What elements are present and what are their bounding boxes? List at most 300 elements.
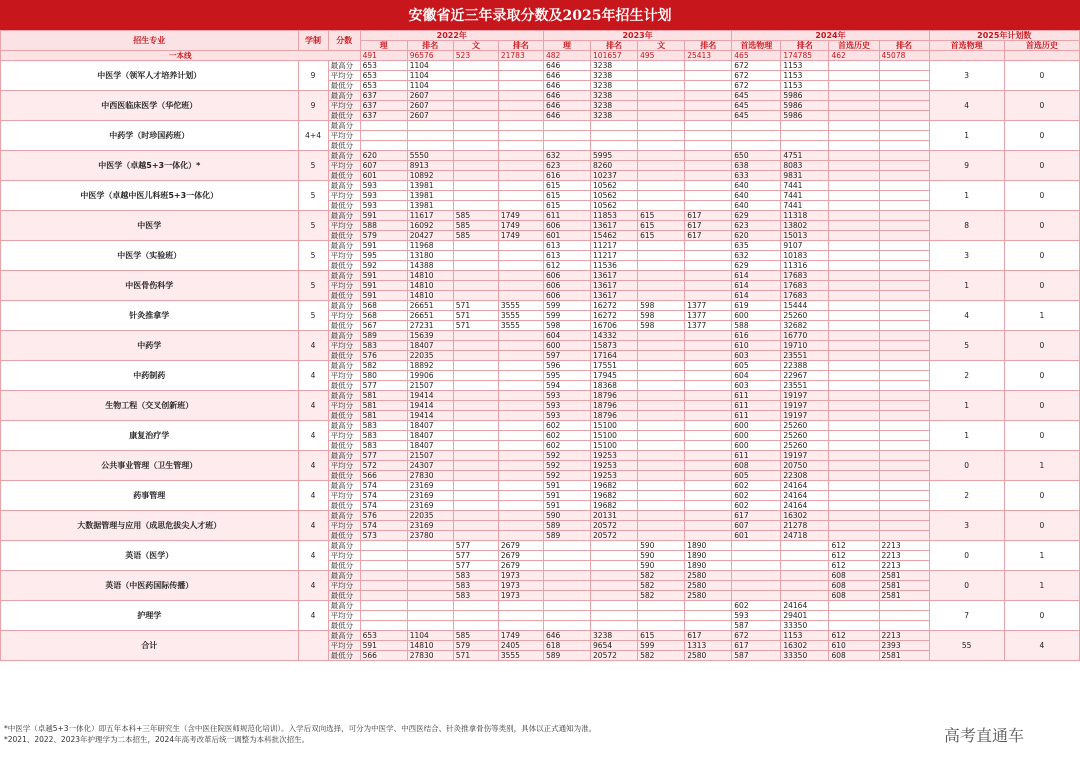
score-cell <box>638 171 685 181</box>
score-cell: 2580 <box>685 651 732 661</box>
score-cell: 635 <box>732 241 781 251</box>
score-cell: 646 <box>543 81 590 91</box>
score-cell: 19197 <box>781 451 829 461</box>
score-cell: 611 <box>732 401 781 411</box>
score-cell <box>453 141 498 151</box>
score-cell: 587 <box>732 621 781 631</box>
score-cell: 581 <box>360 401 407 411</box>
score-cell: 598 <box>543 321 590 331</box>
score-kind: 最低分 <box>328 411 360 421</box>
score-cell <box>685 91 732 101</box>
major-years: 4 <box>298 331 328 361</box>
score-cell: 23169 <box>407 521 453 531</box>
score-kind: 最高分 <box>328 151 360 161</box>
major-years: 5 <box>298 241 328 271</box>
score-kind: 平均分 <box>328 221 360 231</box>
score-cell: 16302 <box>781 511 829 521</box>
score-cell: 2679 <box>498 541 543 551</box>
score-cell: 3238 <box>591 81 638 91</box>
score-cell <box>360 621 407 631</box>
score-cell: 1153 <box>781 61 829 71</box>
score-cell <box>498 601 543 611</box>
score-cell <box>685 171 732 181</box>
score-cell: 585 <box>453 631 498 641</box>
score-cell: 645 <box>732 111 781 121</box>
score-cell: 653 <box>360 61 407 71</box>
score-cell <box>685 201 732 211</box>
score-cell: 2607 <box>407 91 453 101</box>
score-cell: 18407 <box>407 441 453 451</box>
score-cell: 19710 <box>781 341 829 351</box>
score-cell <box>638 141 685 151</box>
score-cell: 27830 <box>407 471 453 481</box>
score-cell <box>829 501 879 511</box>
score-cell: 620 <box>732 231 781 241</box>
major-years: 4 <box>298 601 328 631</box>
score-cell: 1377 <box>685 321 732 331</box>
score-cell: 600 <box>732 441 781 451</box>
major-name: 中西医临床医学（华佗班） <box>1 91 299 121</box>
subheader-cell: 理 <box>360 41 407 51</box>
score-cell: 615 <box>638 211 685 221</box>
score-cell: 606 <box>543 271 590 281</box>
score-cell: 1749 <box>498 211 543 221</box>
score-kind: 最高分 <box>328 571 360 581</box>
table-row <box>1 181 1080 191</box>
score-cell: 1749 <box>498 221 543 231</box>
score-cell: 24164 <box>781 601 829 611</box>
score-cell <box>498 241 543 251</box>
score-kind: 最低分 <box>328 441 360 451</box>
score-cell: 608 <box>829 581 879 591</box>
score-cell <box>879 491 929 501</box>
admission-table <box>0 30 1080 661</box>
score-cell: 25260 <box>781 431 829 441</box>
score-cell <box>638 201 685 211</box>
score-cell: 672 <box>732 631 781 641</box>
score-cell: 23169 <box>407 491 453 501</box>
score-kind: 最低分 <box>328 561 360 571</box>
score-cell: 607 <box>360 161 407 171</box>
score-cell <box>781 571 829 581</box>
score-cell <box>638 101 685 111</box>
score-cell: 615 <box>543 201 590 211</box>
score-cell <box>879 341 929 351</box>
score-cell: 1749 <box>498 631 543 641</box>
score-cell: 3238 <box>591 631 638 641</box>
score-cell: 593 <box>543 411 590 421</box>
score-cell <box>685 461 732 471</box>
footnote: *中医学（卓越5+3一体化）即五年本科+三年研究生（含中医住院医师规范化培训）。入学后双向选择，可分为中医学、中西医结合、针灸推拿骨伤等类别，具体以正式通知为准。 <box>4 724 597 733</box>
score-cell: 590 <box>638 551 685 561</box>
score-kind: 平均分 <box>328 311 360 321</box>
score-kind: 最高分 <box>328 271 360 281</box>
score-cell <box>498 621 543 631</box>
score-cell: 14810 <box>407 281 453 291</box>
score-kind: 最高分 <box>328 361 360 371</box>
score-cell <box>879 611 929 621</box>
table-row <box>1 631 1080 641</box>
score-cell <box>879 131 929 141</box>
score-cell: 14388 <box>407 261 453 271</box>
score-cell: 596 <box>543 361 590 371</box>
major-name: 中医学（卓越5+3一体化）* <box>1 151 299 181</box>
score-cell: 645 <box>732 101 781 111</box>
score-cell: 577 <box>360 381 407 391</box>
score-cell <box>543 601 590 611</box>
score-cell <box>829 321 879 331</box>
score-cell <box>829 261 879 271</box>
score-cell <box>453 531 498 541</box>
major-name: 大数据管理与应用（成思危拔尖人才班） <box>1 511 299 541</box>
score-cell <box>360 541 407 551</box>
score-cell <box>685 131 732 141</box>
score-cell <box>638 371 685 381</box>
score-cell: 17945 <box>591 371 638 381</box>
score-cell: 591 <box>360 641 407 651</box>
score-cell <box>453 241 498 251</box>
score-kind: 最高分 <box>328 61 360 71</box>
score-cell: 1104 <box>407 61 453 71</box>
score-cell: 3555 <box>498 301 543 311</box>
subheader-cell: 首选物理 <box>732 41 781 51</box>
score-cell: 26651 <box>407 301 453 311</box>
score-cell <box>732 581 781 591</box>
score-cell <box>829 251 879 261</box>
header-2022: 2022年 <box>360 31 543 41</box>
major-name: 中医骨伤科学 <box>1 271 299 301</box>
score-cell: 598 <box>638 321 685 331</box>
score-cell <box>453 251 498 261</box>
score-kind: 最低分 <box>328 621 360 631</box>
score-cell <box>829 171 879 181</box>
score-cell <box>879 471 929 481</box>
score-cell <box>498 361 543 371</box>
score-cell <box>591 541 638 551</box>
score-cell: 611 <box>732 411 781 421</box>
score-cell: 604 <box>543 331 590 341</box>
score-cell: 593 <box>360 181 407 191</box>
score-kind: 最高分 <box>328 391 360 401</box>
score-cell <box>685 261 732 271</box>
score-kind: 平均分 <box>328 581 360 591</box>
score-cell <box>829 181 879 191</box>
score-cell <box>781 561 829 571</box>
header-2024: 2024年 <box>732 31 929 41</box>
score-cell: 583 <box>453 591 498 601</box>
score-cell <box>638 191 685 201</box>
score-cell <box>498 481 543 491</box>
baseline-cell: 465 <box>732 51 781 61</box>
score-cell: 606 <box>543 281 590 291</box>
score-cell: 33350 <box>781 651 829 661</box>
score-cell <box>498 451 543 461</box>
score-cell <box>498 461 543 471</box>
score-cell: 603 <box>732 351 781 361</box>
score-cell <box>591 601 638 611</box>
plan-history: 0 <box>1004 511 1079 541</box>
score-cell: 2581 <box>879 651 929 661</box>
score-cell <box>829 371 879 381</box>
plan-history: 1 <box>1004 541 1079 571</box>
score-cell: 1890 <box>685 551 732 561</box>
score-cell <box>360 551 407 561</box>
header-2025: 2025年计划数 <box>929 31 1079 41</box>
score-cell: 617 <box>685 231 732 241</box>
score-cell <box>685 401 732 411</box>
score-cell: 22308 <box>781 471 829 481</box>
plan-physics: 1 <box>929 121 1004 151</box>
plan-history: 0 <box>1004 391 1079 421</box>
score-kind: 最高分 <box>328 481 360 491</box>
score-kind: 最高分 <box>328 91 360 101</box>
score-cell <box>453 511 498 521</box>
score-cell <box>591 121 638 131</box>
score-cell <box>498 341 543 351</box>
score-cell: 615 <box>638 231 685 241</box>
score-cell: 15100 <box>591 421 638 431</box>
score-cell: 623 <box>732 221 781 231</box>
score-cell <box>498 501 543 511</box>
score-cell <box>829 81 879 91</box>
score-cell <box>638 501 685 511</box>
plan-physics: 4 <box>929 301 1004 331</box>
score-cell: 3238 <box>591 71 638 81</box>
score-cell <box>829 271 879 281</box>
score-kind: 平均分 <box>328 641 360 651</box>
score-cell <box>407 571 453 581</box>
score-cell: 18407 <box>407 421 453 431</box>
score-cell <box>685 531 732 541</box>
score-cell: 607 <box>732 521 781 531</box>
score-cell <box>498 91 543 101</box>
score-cell: 11853 <box>591 211 638 221</box>
score-cell: 5986 <box>781 101 829 111</box>
score-cell <box>453 121 498 131</box>
score-cell <box>829 151 879 161</box>
score-cell: 15873 <box>591 341 638 351</box>
score-cell <box>829 231 879 241</box>
score-cell: 600 <box>543 341 590 351</box>
score-kind: 平均分 <box>328 371 360 381</box>
score-cell <box>879 181 929 191</box>
score-cell <box>407 541 453 551</box>
score-cell: 585 <box>453 221 498 231</box>
plan-history: 0 <box>1004 181 1079 211</box>
score-cell <box>879 531 929 541</box>
score-cell: 19253 <box>591 461 638 471</box>
score-cell: 16272 <box>591 301 638 311</box>
score-cell <box>879 281 929 291</box>
score-cell: 20750 <box>781 461 829 471</box>
score-cell <box>879 511 929 521</box>
score-cell: 2213 <box>879 631 929 641</box>
score-cell: 593 <box>360 201 407 211</box>
score-cell: 2213 <box>879 561 929 571</box>
score-cell <box>453 111 498 121</box>
score-cell: 591 <box>543 481 590 491</box>
subheader-cell: 文 <box>453 41 498 51</box>
major-years: 5 <box>298 271 328 301</box>
score-kind: 最低分 <box>328 381 360 391</box>
score-cell <box>879 461 929 471</box>
baseline-cell: 523 <box>453 51 498 61</box>
score-cell: 576 <box>360 351 407 361</box>
score-cell <box>407 551 453 561</box>
score-cell <box>685 151 732 161</box>
score-cell <box>732 541 781 551</box>
score-cell: 672 <box>732 81 781 91</box>
score-cell: 605 <box>732 471 781 481</box>
score-cell <box>591 561 638 571</box>
score-cell <box>543 621 590 631</box>
score-cell: 617 <box>732 641 781 651</box>
score-cell <box>453 471 498 481</box>
score-cell: 589 <box>543 521 590 531</box>
score-cell <box>829 421 879 431</box>
table-row <box>1 241 1080 251</box>
score-cell: 653 <box>360 71 407 81</box>
score-cell: 589 <box>360 331 407 341</box>
score-cell <box>732 131 781 141</box>
score-cell: 585 <box>453 231 498 241</box>
score-cell <box>453 81 498 91</box>
score-cell: 2393 <box>879 641 929 651</box>
score-cell <box>685 331 732 341</box>
score-cell: 3238 <box>591 111 638 121</box>
score-cell: 14810 <box>407 271 453 281</box>
score-cell <box>879 431 929 441</box>
score-cell <box>498 441 543 451</box>
score-kind: 平均分 <box>328 611 360 621</box>
score-cell <box>829 441 879 451</box>
score-cell: 640 <box>732 191 781 201</box>
plan-history: 0 <box>1004 331 1079 361</box>
baseline-cell: 25413 <box>685 51 732 61</box>
score-cell: 579 <box>360 231 407 241</box>
score-cell: 14810 <box>407 641 453 651</box>
table-row <box>1 301 1080 311</box>
score-cell <box>879 111 929 121</box>
score-cell <box>453 281 498 291</box>
score-cell: 2679 <box>498 561 543 571</box>
score-cell <box>879 481 929 491</box>
score-cell: 10892 <box>407 171 453 181</box>
major-name: 针灸推拿学 <box>1 301 299 331</box>
score-cell <box>879 381 929 391</box>
score-cell: 583 <box>453 571 498 581</box>
score-cell <box>453 341 498 351</box>
score-cell <box>829 281 879 291</box>
score-cell <box>498 491 543 501</box>
score-cell <box>543 121 590 131</box>
score-cell <box>879 521 929 531</box>
score-cell <box>453 181 498 191</box>
score-cell <box>638 471 685 481</box>
score-cell <box>638 421 685 431</box>
score-cell <box>732 571 781 581</box>
score-cell <box>543 591 590 601</box>
score-cell: 574 <box>360 521 407 531</box>
score-cell: 574 <box>360 481 407 491</box>
score-cell <box>879 121 929 131</box>
score-cell: 582 <box>638 591 685 601</box>
score-kind: 最高分 <box>328 181 360 191</box>
score-cell <box>591 131 638 141</box>
score-cell <box>498 381 543 391</box>
score-cell: 608 <box>829 591 879 601</box>
score-cell: 637 <box>360 101 407 111</box>
score-cell: 612 <box>829 631 879 641</box>
score-cell <box>829 381 879 391</box>
score-cell <box>543 581 590 591</box>
score-cell <box>638 131 685 141</box>
score-cell <box>360 131 407 141</box>
score-cell: 14332 <box>591 331 638 341</box>
score-cell: 18407 <box>407 341 453 351</box>
score-cell: 17164 <box>591 351 638 361</box>
score-cell <box>638 491 685 501</box>
score-cell: 1973 <box>498 571 543 581</box>
score-cell: 633 <box>732 171 781 181</box>
score-cell <box>407 131 453 141</box>
score-cell: 1890 <box>685 561 732 571</box>
score-cell: 14810 <box>407 291 453 301</box>
score-cell: 19197 <box>781 391 829 401</box>
score-cell: 19414 <box>407 391 453 401</box>
score-cell <box>543 571 590 581</box>
score-cell: 23551 <box>781 351 829 361</box>
major-years: 4 <box>298 421 328 451</box>
score-cell <box>638 431 685 441</box>
score-cell <box>453 411 498 421</box>
score-cell <box>829 101 879 111</box>
score-cell: 23169 <box>407 481 453 491</box>
score-cell: 24164 <box>781 481 829 491</box>
score-cell <box>498 271 543 281</box>
score-cell: 19682 <box>591 501 638 511</box>
score-cell <box>591 571 638 581</box>
score-cell <box>829 411 879 421</box>
score-cell: 1973 <box>498 591 543 601</box>
score-cell: 637 <box>360 111 407 121</box>
score-cell <box>829 511 879 521</box>
score-cell <box>453 451 498 461</box>
major-name: 中药学（时珍国药班） <box>1 121 299 151</box>
score-cell: 617 <box>685 221 732 231</box>
major-years: 5 <box>298 211 328 241</box>
score-cell: 1749 <box>498 231 543 241</box>
score-cell: 16272 <box>591 311 638 321</box>
score-cell: 1377 <box>685 301 732 311</box>
score-cell <box>829 351 879 361</box>
score-cell: 26651 <box>407 311 453 321</box>
score-cell <box>638 161 685 171</box>
score-cell: 583 <box>360 441 407 451</box>
plan-physics: 3 <box>929 241 1004 271</box>
major-years: 5 <box>298 181 328 211</box>
score-cell <box>638 441 685 451</box>
score-cell: 610 <box>829 641 879 651</box>
score-cell <box>638 351 685 361</box>
score-cell <box>407 561 453 571</box>
score-cell: 593 <box>360 191 407 201</box>
table-row <box>1 421 1080 431</box>
score-cell: 645 <box>732 91 781 101</box>
score-cell <box>407 591 453 601</box>
score-cell <box>498 431 543 441</box>
score-cell <box>638 481 685 491</box>
